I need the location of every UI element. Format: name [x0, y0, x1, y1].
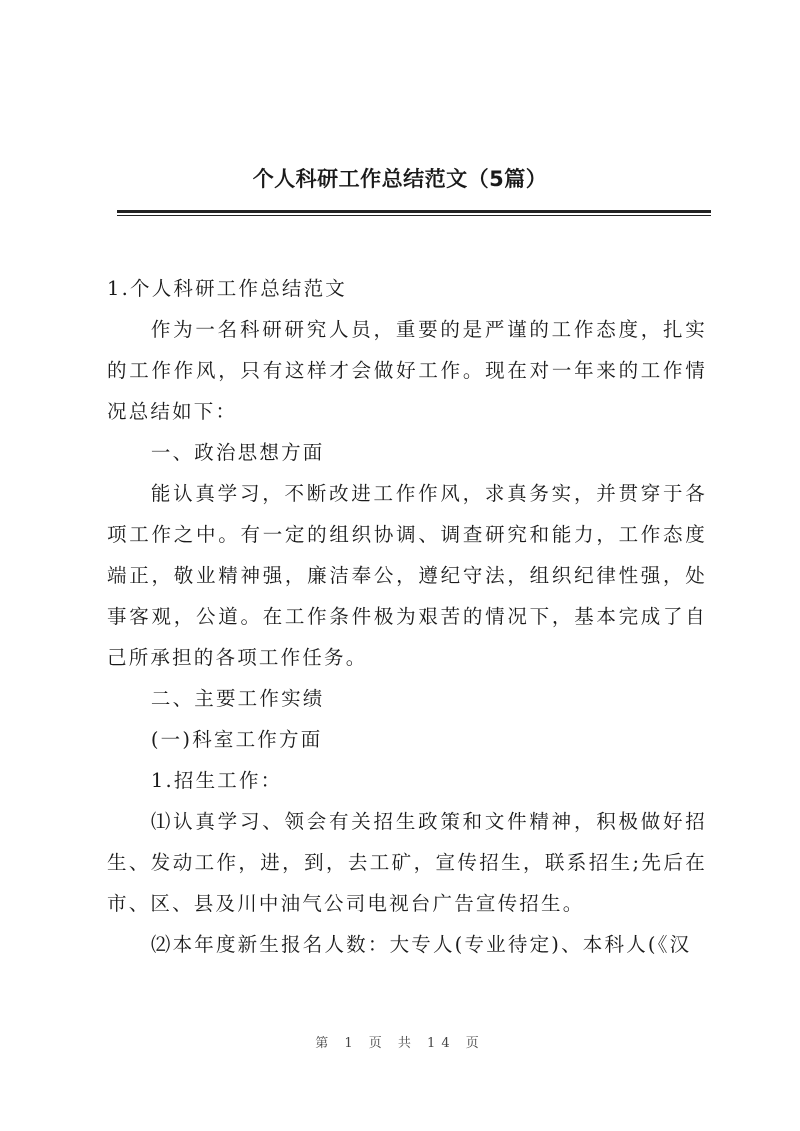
paragraph: 能认真学习，不断改进工作作风，求真务实，并贯穿于各项工作之中。有一定的组织协调、调查研究和能力，工作态度端正，敬业精神强，廉洁奉公，遵纪守法，组织纪律性强，处事客观，公道。在工作条件极为艰苦的情况下，基本完成了自己所承担的各项工作任务。 — [107, 482, 707, 669]
title-rule-thin — [117, 215, 711, 216]
list-item: ⑴认真学习、领会有关招生政策和文件精神，积极做好招生、发动工作，进，到，去工矿，宣传招生，联系招生;先后在市、区、县及川中油气公司电视台广告宣传招生。 — [107, 810, 707, 915]
subsection-heading: 一、政治思想方面 — [150, 441, 325, 464]
subsection-heading: (一)科室工作方面 — [150, 728, 323, 751]
title-rule-thick — [117, 210, 711, 213]
paragraph: 作为一名科研研究人员，重要的是严谨的工作态度，扎实的工作作风，只有这样才会做好工作。现在对一年来的工作情况总结如下： — [107, 318, 707, 423]
list-heading: 1.招生工作： — [150, 769, 283, 792]
list-item: ⑵本年度新生报名人数：大专人(专业待定)、本科人(《汉 — [150, 933, 692, 956]
document-body — [107, 268, 707, 965]
page-footer: 第 1 页 共 14 页 — [315, 1036, 485, 1051]
section-heading: 1.个人科研工作总结范文 — [107, 277, 348, 300]
subsection-heading: 二、主要工作实绩 — [150, 687, 325, 710]
document-title: 个人科研工作总结范文（5篇） — [252, 167, 548, 191]
